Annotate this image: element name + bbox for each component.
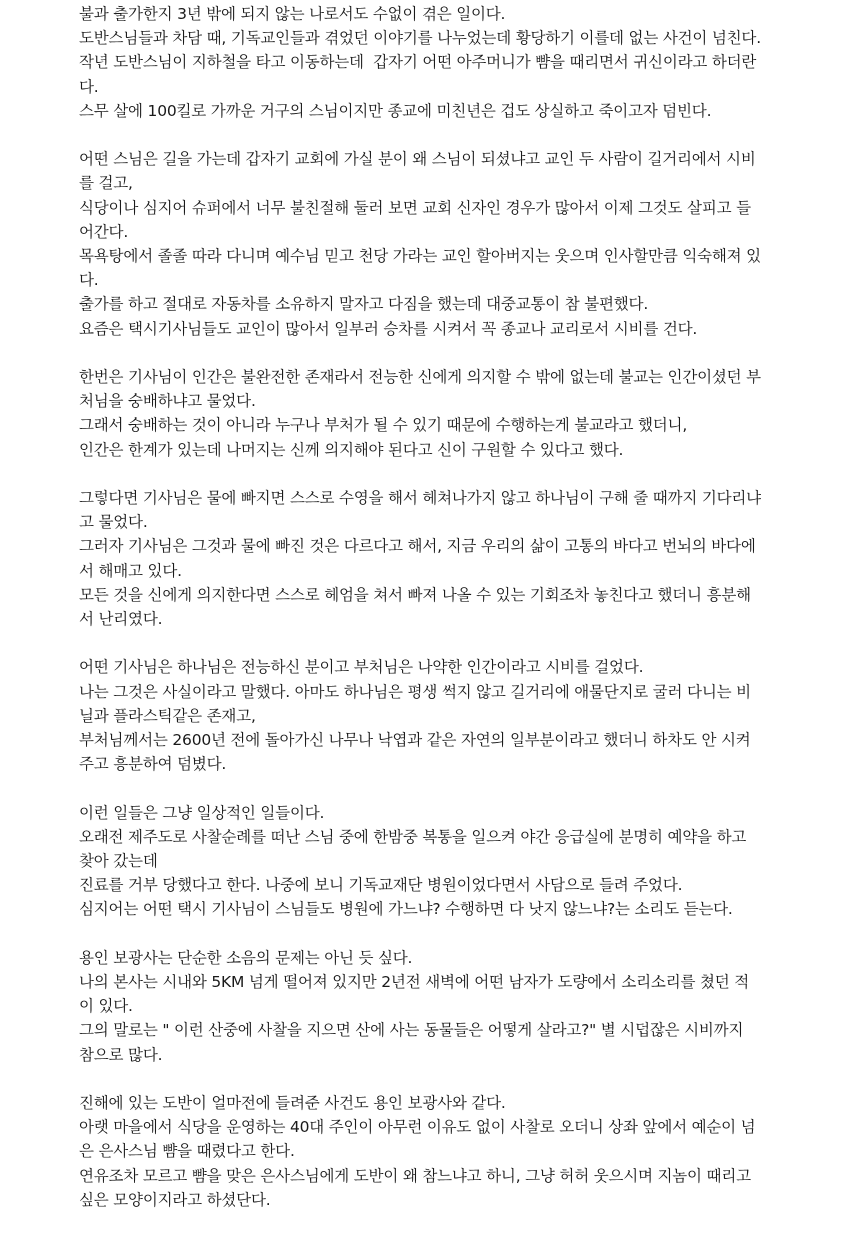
text-line: 처님을 숭배하냐고 물었다. — [79, 392, 256, 411]
text-line: 그렇다면 기사님은 물에 빠지면 스스로 수영을 해서 헤쳐나가지 않고 하나님이 구해 줄 때까지 기다리냐 — [79, 489, 761, 508]
text-line: 를 걸고, — [79, 174, 133, 193]
text-line: 서 해매고 있다. — [79, 561, 182, 580]
text-line: 불과 출가한지 3년 밖에 되지 않는 나로서도 수없이 겪은 일이다. — [79, 5, 506, 23]
text-line: 싶은 모양이지라고 하셨단다. — [79, 1190, 271, 1209]
paragraph-2 — [79, 147, 779, 341]
text-line: 부처님께서는 2600년 전에 돌아가신 나무나 낙엽과 같은 자연의 일부분이라고 했더니 하차도 안 시켜 — [79, 731, 751, 750]
text-line: 은 은사스님 뺨을 때렸다고 한다. — [79, 1142, 295, 1161]
paragraph-5 — [79, 655, 779, 776]
text-line: 다. — [79, 77, 99, 96]
text-line: 용인 보광사는 단순한 소음의 문제는 아닌 듯 싶다. — [79, 948, 413, 967]
paragraph-1 — [79, 2, 779, 123]
text-line: 출가를 하고 절대로 자동차를 소유하지 말자고 다짐을 했는데 대중교통이 참 불편했다. — [79, 295, 649, 314]
text-line: 작년 도반스님이 지하철을 타고 이동하는데 갑자기 어떤 아주머니가 뺨을 때리면서 귀신이라고 하더란 — [79, 53, 757, 72]
text-line: 주고 흥분하여 덤볐다. — [79, 755, 227, 774]
text-line: 나의 본사는 시내와 5KM 넘게 떨어져 있지만 2년전 새벽에 어떤 남자가 도량에서 소리소리를 쳤던 적 — [79, 973, 750, 992]
text-line: 다. — [79, 271, 99, 290]
text-line: 연유조차 모르고 뺨을 맞은 은사스님에게 도반이 왜 참느냐고 하니, 그냥 허허 웃으시며 지놈이 때리고 — [79, 1166, 751, 1185]
text-line: 진해에 있는 도반이 얼마전에 들려준 사건도 용인 보광사와 같다. — [79, 1094, 506, 1113]
text-line: 그래서 숭배하는 것이 아니라 누구나 부처가 될 수 있기 때문에 수행하는게 불교라고 했더니, — [79, 416, 688, 435]
text-line: 도반스님들과 차담 때, 기독교인들과 겪었던 이야기를 나누었는데 황당하기 이를데 없는 사건이 넘친다. — [79, 29, 761, 48]
text-line: 스무 살에 100킬로 가까운 거구의 스님이지만 종교에 미친년은 겁도 상실하고 죽이고자 덤빈다. — [79, 101, 712, 120]
text-line: 이 있다. — [79, 997, 133, 1016]
text-line: 인간은 한계가 있는데 나머지는 신께 의지해야 된다고 신이 구원할 수 있다고 했다. — [79, 440, 624, 459]
text-line: 고 물었다. — [79, 513, 148, 532]
text-line: 오래전 제주도로 사찰순례를 떠난 스님 중에 한밤중 복통을 일으켜 야간 응급실에 분명히 예약을 하고 — [79, 827, 747, 846]
text-line: 요즘은 택시기사님들도 교인이 많아서 일부러 승차를 시켜서 꼭 종교나 교리로서 시비를 건다. — [79, 319, 698, 338]
text-line: 그의 말로는 " 이런 산중에 사찰을 지으면 산에 사는 동물들은 어떻게 살라고?" 별 시덥잖은 시비까지 — [79, 1021, 744, 1040]
text-line: 어간다. — [79, 222, 129, 241]
text-line: 찾아 갔는데 — [79, 852, 158, 871]
text-line: 목욕탕에서 졸졸 따라 다니며 예수님 믿고 천당 가라는 교인 할아버지는 웃으며 인사할만큼 익숙해져 있 — [79, 247, 761, 266]
text-line: 이런 일들은 그냥 일상적인 일들이다. — [79, 803, 325, 822]
paragraph-8 — [79, 1091, 779, 1212]
document-body — [79, 2, 779, 1236]
text-line: 식당이나 심지어 슈퍼에서 너무 불친절해 둘러 보면 교회 신자인 경우가 많아서 이제 그것도 살피고 들 — [79, 198, 751, 217]
paragraph-4 — [79, 486, 779, 631]
text-line: 참으로 많다. — [79, 1045, 163, 1064]
text-line: 닐과 플라스틱같은 존재고, — [79, 706, 256, 725]
text-line: 나는 그것은 사실이라고 말했다. 아마도 하나님은 평생 썩지 않고 길거리에 애물단지로 굴러 다니는 비 — [79, 682, 751, 701]
text-line: 진료를 거부 당했다고 한다. 나중에 보니 기독교재단 병원이었다면서 사담으로 들려 주었다. — [79, 876, 683, 895]
text-line: 서 난리였다. — [79, 610, 163, 629]
text-line: 아랫 마을에서 식당을 운영하는 40대 주인이 아무런 이유도 없이 사찰로 오더니 상좌 앞에서 예순이 넘 — [79, 1118, 756, 1137]
paragraph-6 — [79, 801, 779, 922]
text-line: 그러자 기사님은 그것과 물에 빠진 것은 다르다고 해서, 지금 우리의 삶이 고통의 바다고 번뇌의 바다에 — [79, 537, 756, 556]
text-line: 모든 것을 신에게 의지한다면 스스로 헤엄을 쳐서 빠져 나올 수 있는 기회조차 놓친다고 했더니 흥분해 — [79, 585, 751, 604]
text-line: 어떤 기사님은 하나님은 전능하신 분이고 부처님은 나약한 인간이라고 시비를 걸었다. — [79, 658, 644, 677]
paragraph-3 — [79, 365, 779, 462]
text-line: 한번은 기사님이 인간은 불완전한 존재라서 전능한 신에게 의지할 수 밖에 없는데 불교는 인간이셨던 부 — [79, 368, 761, 387]
text-line: 어떤 스님은 길을 가는데 갑자기 교회에 가실 분이 왜 스님이 되셨냐고 교인 두 사람이 길거리에서 시비 — [79, 150, 756, 169]
text-line: 심지어는 어떤 택시 기사님이 스님들도 병원에 가느냐? 수행하면 다 낫지 않느냐?는 소리도 듣는다. — [79, 900, 733, 919]
paragraph-7 — [79, 946, 779, 1067]
